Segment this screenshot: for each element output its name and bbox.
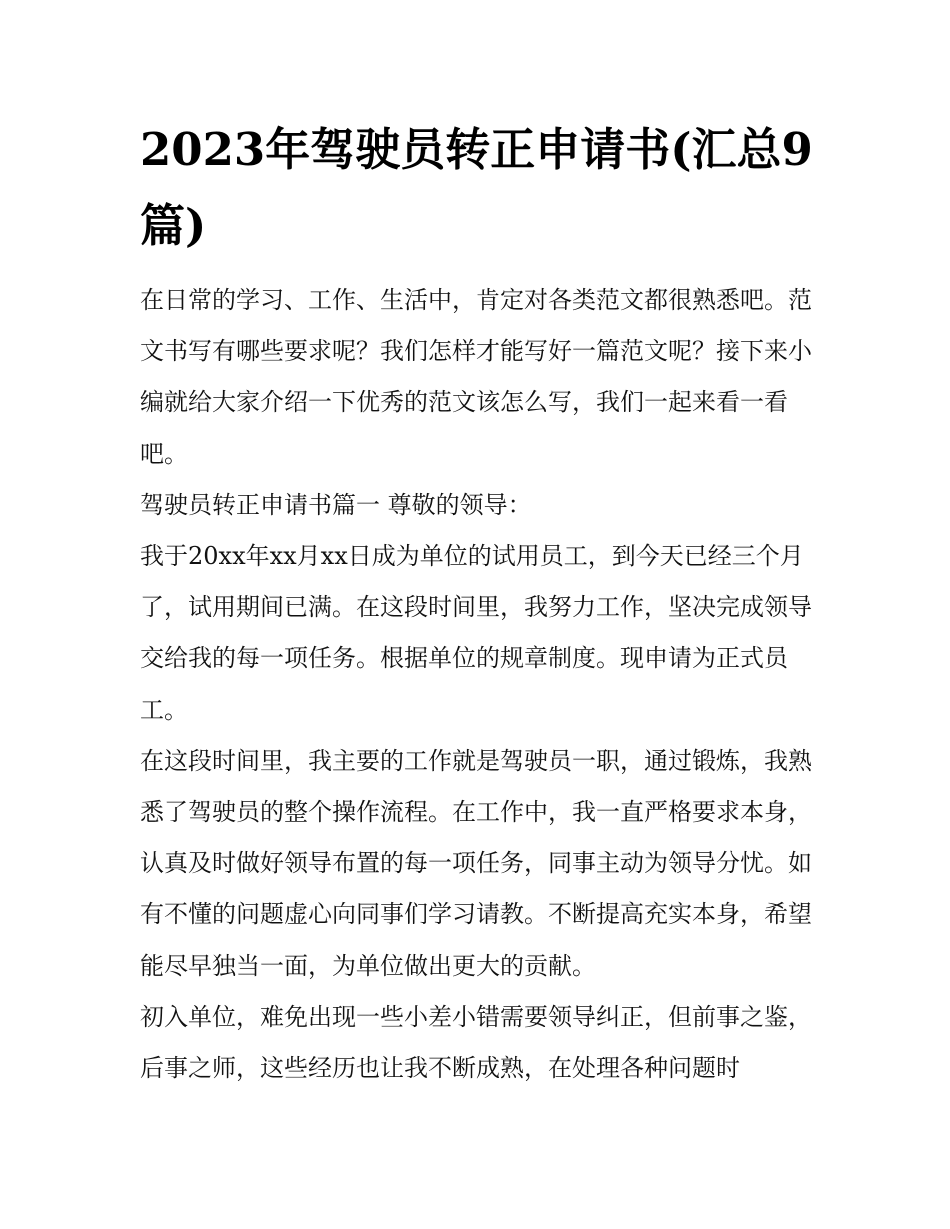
document-title: 2023年驾驶员转正申请书(汇总9篇) (140, 123, 813, 252)
body-paragraph: 初入单位，难免出现一些小差小错需要领导纠正，但前事之鉴，后事之师，这些经历也让我不断成熟，在处理各种问题时 (140, 1002, 812, 1083)
intro-paragraph: 在日常的学习、工作、生活中，肯定对各类范文都很熟悉吧。范文书写有哪些要求呢？我们怎样才能写好一篇范文呢？接下来小编就给大家介绍一下优秀的范文该怎么写，我们一起来看一看吧。 (140, 286, 812, 468)
body-paragraph: 在这段时间里，我主要的工作就是驾驶员一职，通过锻炼，我熟悉了驾驶员的整个操作流程。在工作中，我一直严格要求本身，认真及时做好领导布置的每一项任务，同事主动为领导分忧。如有不懂的问题虚心向同事们学习请教。不断提高充实本身，希望能尽早独当一面，为单位做出更大的贡献。 (140, 746, 812, 980)
section-heading-paragraph: 驾驶员转正申请书篇一 尊敬的领导： (140, 490, 532, 519)
body-paragraph: 我于20xx年xx月xx日成为单位的试用员工，到今天已经三个月了，试用期间已满。在这段时间里，我努力工作，坚决完成领导交给我的每一项任务。根据单位的规章制度。现申请为正式员工。 (140, 542, 812, 724)
document-body (140, 275, 830, 1094)
